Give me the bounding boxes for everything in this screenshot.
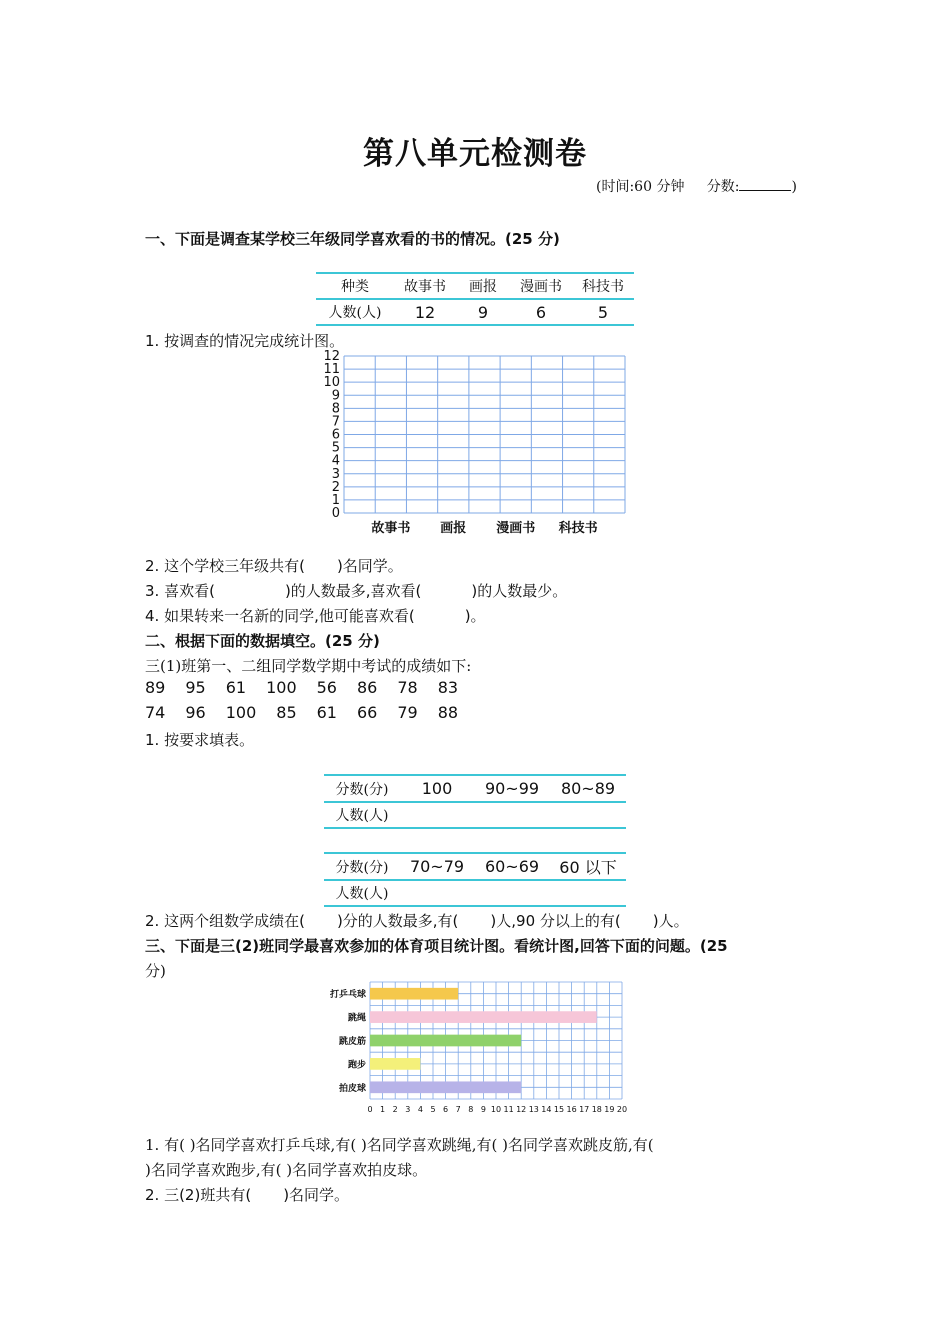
x-tick-label: 7 — [455, 1105, 461, 1114]
books-header-cell: 科技书 — [582, 279, 624, 295]
score-table-header: 90~99 — [484, 779, 540, 798]
s2-q1: 1. 按要求填表。 — [145, 731, 255, 749]
books-blank-chart[interactable] — [318, 350, 634, 540]
score-table-header: 60 以下 — [559, 858, 617, 877]
answer-cell[interactable] — [400, 880, 474, 906]
s1-q3 — [145, 580, 567, 601]
x-tick-label: 6 — [443, 1105, 449, 1114]
x-tick-label: 4 — [417, 1105, 423, 1114]
scores-row-1 — [145, 678, 478, 697]
y-tick-label: 10 — [323, 375, 340, 391]
x-tick-label: 12 — [516, 1105, 527, 1114]
x-tick-label: 13 — [528, 1105, 539, 1114]
s1-q4-text-b: )。 — [464, 607, 486, 625]
score-value: 78 — [397, 678, 418, 697]
meta-close: ) — [791, 179, 797, 195]
s1-q3-text-c: )的人数最少。 — [471, 582, 568, 600]
score-table-label: 人数(人) — [335, 886, 389, 902]
score-value: 61 — [316, 703, 337, 722]
s1-q3-text-b: )的人数最多,喜欢看( — [284, 582, 422, 600]
y-category-label: 跑步 — [347, 1060, 366, 1071]
y-category-label: 跳皮筋 — [338, 1037, 366, 1048]
y-tick-label: 4 — [331, 453, 340, 469]
x-tick-label: 14 — [541, 1105, 552, 1114]
bar — [370, 1035, 521, 1047]
y-category-label: 拍皮球 — [338, 1083, 366, 1094]
x-category-label: 故事书 — [371, 521, 411, 536]
books-value-cell: 9 — [477, 302, 489, 322]
score-blank[interactable] — [739, 190, 791, 191]
x-tick-label: 9 — [480, 1105, 486, 1114]
s2-q2-text-b: )分的人数最多,有( — [336, 912, 459, 930]
section2-heading: 二、根据下面的数据填空。(25 分) — [145, 632, 380, 650]
s1-q2 — [145, 555, 403, 576]
answer-cell[interactable] — [474, 802, 550, 828]
books-table — [316, 272, 634, 326]
y-tick-label: 11 — [323, 362, 340, 378]
s3-q2-text-b: )名同学。 — [283, 1186, 350, 1204]
y-tick-label: 2 — [331, 479, 340, 495]
answer-cell[interactable] — [400, 802, 474, 828]
x-tick-label: 15 — [553, 1105, 565, 1114]
x-tick-label: 10 — [490, 1105, 502, 1114]
s1-q1-text: 1. 按调查的情况完成统计图。 — [145, 332, 345, 350]
y-tick-label: 5 — [331, 440, 340, 456]
s1-q4 — [145, 605, 486, 626]
scores-row-2 — [145, 703, 478, 722]
s2-q2-text-a: 2. 这两个组数学成绩在( — [145, 912, 305, 930]
page-title: 第八单元检测卷 — [363, 136, 587, 172]
exam-meta — [596, 176, 797, 196]
score-value: 86 — [356, 678, 378, 697]
section3-heading-line2: 分) — [145, 962, 166, 980]
score-value: 74 — [145, 703, 166, 722]
x-tick-label: 17 — [579, 1105, 590, 1114]
s2-q2-text-c: )人,90 分以上的有( — [490, 912, 621, 930]
score-value: 79 — [397, 703, 418, 722]
score-value: 88 — [437, 703, 459, 722]
y-tick-label: 6 — [331, 427, 340, 443]
score-table-header: 100 — [421, 779, 453, 798]
x-tick-label: 19 — [604, 1105, 615, 1114]
y-tick-label: 9 — [331, 388, 340, 404]
s1-q4-text-a: 4. 如果转来一名新的同学,他可能喜欢看( — [145, 607, 415, 625]
books-value-cell: 5 — [597, 302, 609, 322]
y-tick-label: 3 — [331, 466, 340, 482]
books-header-label: 种类 — [341, 279, 369, 295]
x-tick-label: 2 — [392, 1105, 398, 1114]
x-tick-label: 3 — [405, 1105, 411, 1114]
score-table-header: 60~69 — [484, 857, 540, 876]
bar — [370, 1058, 420, 1070]
score-value: 100 — [225, 703, 257, 722]
s1-q1 — [145, 330, 344, 351]
section2-intro: 三(1)班第一、二组同学数学期中考试的成绩如下: — [145, 657, 472, 675]
score-table-2 — [324, 852, 626, 907]
s1-q2-text-a: 2. 这个学校三年级共有( — [145, 557, 305, 575]
bar — [370, 1081, 521, 1093]
score-value: 61 — [225, 678, 247, 697]
answer-cell[interactable] — [550, 802, 626, 828]
answer-cell[interactable] — [474, 880, 550, 906]
books-value-cell: 12 — [414, 302, 436, 322]
y-tick-label: 0 — [331, 506, 340, 521]
x-tick-label: 1 — [380, 1105, 386, 1114]
x-tick-label: 16 — [566, 1105, 577, 1114]
x-tick-label: 20 — [616, 1105, 628, 1114]
score-value: 56 — [316, 678, 337, 697]
y-category-label: 跳绳 — [347, 1013, 366, 1024]
books-header-cell: 故事书 — [404, 279, 446, 295]
score-table-header: 70~79 — [409, 857, 465, 876]
score-table-1 — [324, 774, 626, 829]
sports-chart — [318, 978, 630, 1118]
answer-cell[interactable] — [550, 880, 626, 906]
score-table-label: 人数(人) — [335, 808, 389, 824]
y-tick-label: 12 — [323, 350, 340, 364]
x-category-label: 漫画书 — [496, 521, 536, 536]
x-tick-label: 5 — [430, 1105, 436, 1114]
y-tick-label: 7 — [331, 414, 340, 430]
books-value-cell: 6 — [535, 302, 547, 322]
s1-q3-text-a: 3. 喜欢看( — [145, 582, 215, 600]
x-category-label: 科技书 — [558, 521, 598, 536]
s3-q1-line1: 1. 有( )名同学喜欢打乒乓球,有( )名同学喜欢跳绳,有( )名同学喜欢跳皮筋,有( — [145, 1136, 654, 1154]
books-header-cell: 画报 — [469, 279, 497, 295]
s2-q2-text-d: )人。 — [652, 912, 689, 930]
score-value: 66 — [356, 703, 378, 722]
books-header-cell: 漫画书 — [520, 279, 562, 295]
s1-q2-text-b: )名同学。 — [336, 557, 403, 575]
score-value: 100 — [266, 678, 297, 697]
section3-heading-line1: 三、下面是三(2)班同学最喜欢参加的体育项目统计图。看统计图,回答下面的问题。(25 — [145, 937, 728, 955]
books-row-label: 人数(人) — [328, 305, 382, 321]
score-value: 95 — [185, 678, 206, 697]
y-tick-label: 8 — [331, 401, 340, 417]
x-category-label: 画报 — [440, 521, 467, 536]
s2-q2 — [145, 910, 689, 931]
score-value: 96 — [185, 703, 206, 722]
y-tick-label: 1 — [331, 492, 340, 508]
score-label: 分数: — [706, 179, 740, 195]
bar — [370, 988, 458, 1000]
score-table-label: 分数(分) — [335, 781, 389, 798]
s3-q1-line2: )名同学喜欢跑步,有( )名同学喜欢拍皮球。 — [145, 1161, 428, 1179]
score-table-header: 80~89 — [560, 779, 616, 798]
x-tick-label: 8 — [468, 1105, 474, 1114]
x-tick-label: 11 — [503, 1105, 514, 1114]
score-value: 83 — [437, 678, 459, 697]
score-value: 85 — [276, 703, 297, 722]
y-category-label: 打乒乓球 — [329, 990, 366, 1001]
bar — [370, 1011, 597, 1023]
x-tick-label: 0 — [367, 1105, 373, 1114]
s3-q2 — [145, 1184, 349, 1205]
x-tick-label: 18 — [591, 1105, 602, 1114]
score-value: 89 — [145, 678, 166, 697]
time-label: (时间:60 分钟 — [596, 179, 685, 195]
score-table-label: 分数(分) — [335, 859, 389, 876]
s3-q2-text-a: 2. 三(2)班共有( — [145, 1186, 252, 1204]
section1-heading: 一、下面是调查某学校三年级同学喜欢看的书的情况。(25 分) — [145, 230, 560, 248]
